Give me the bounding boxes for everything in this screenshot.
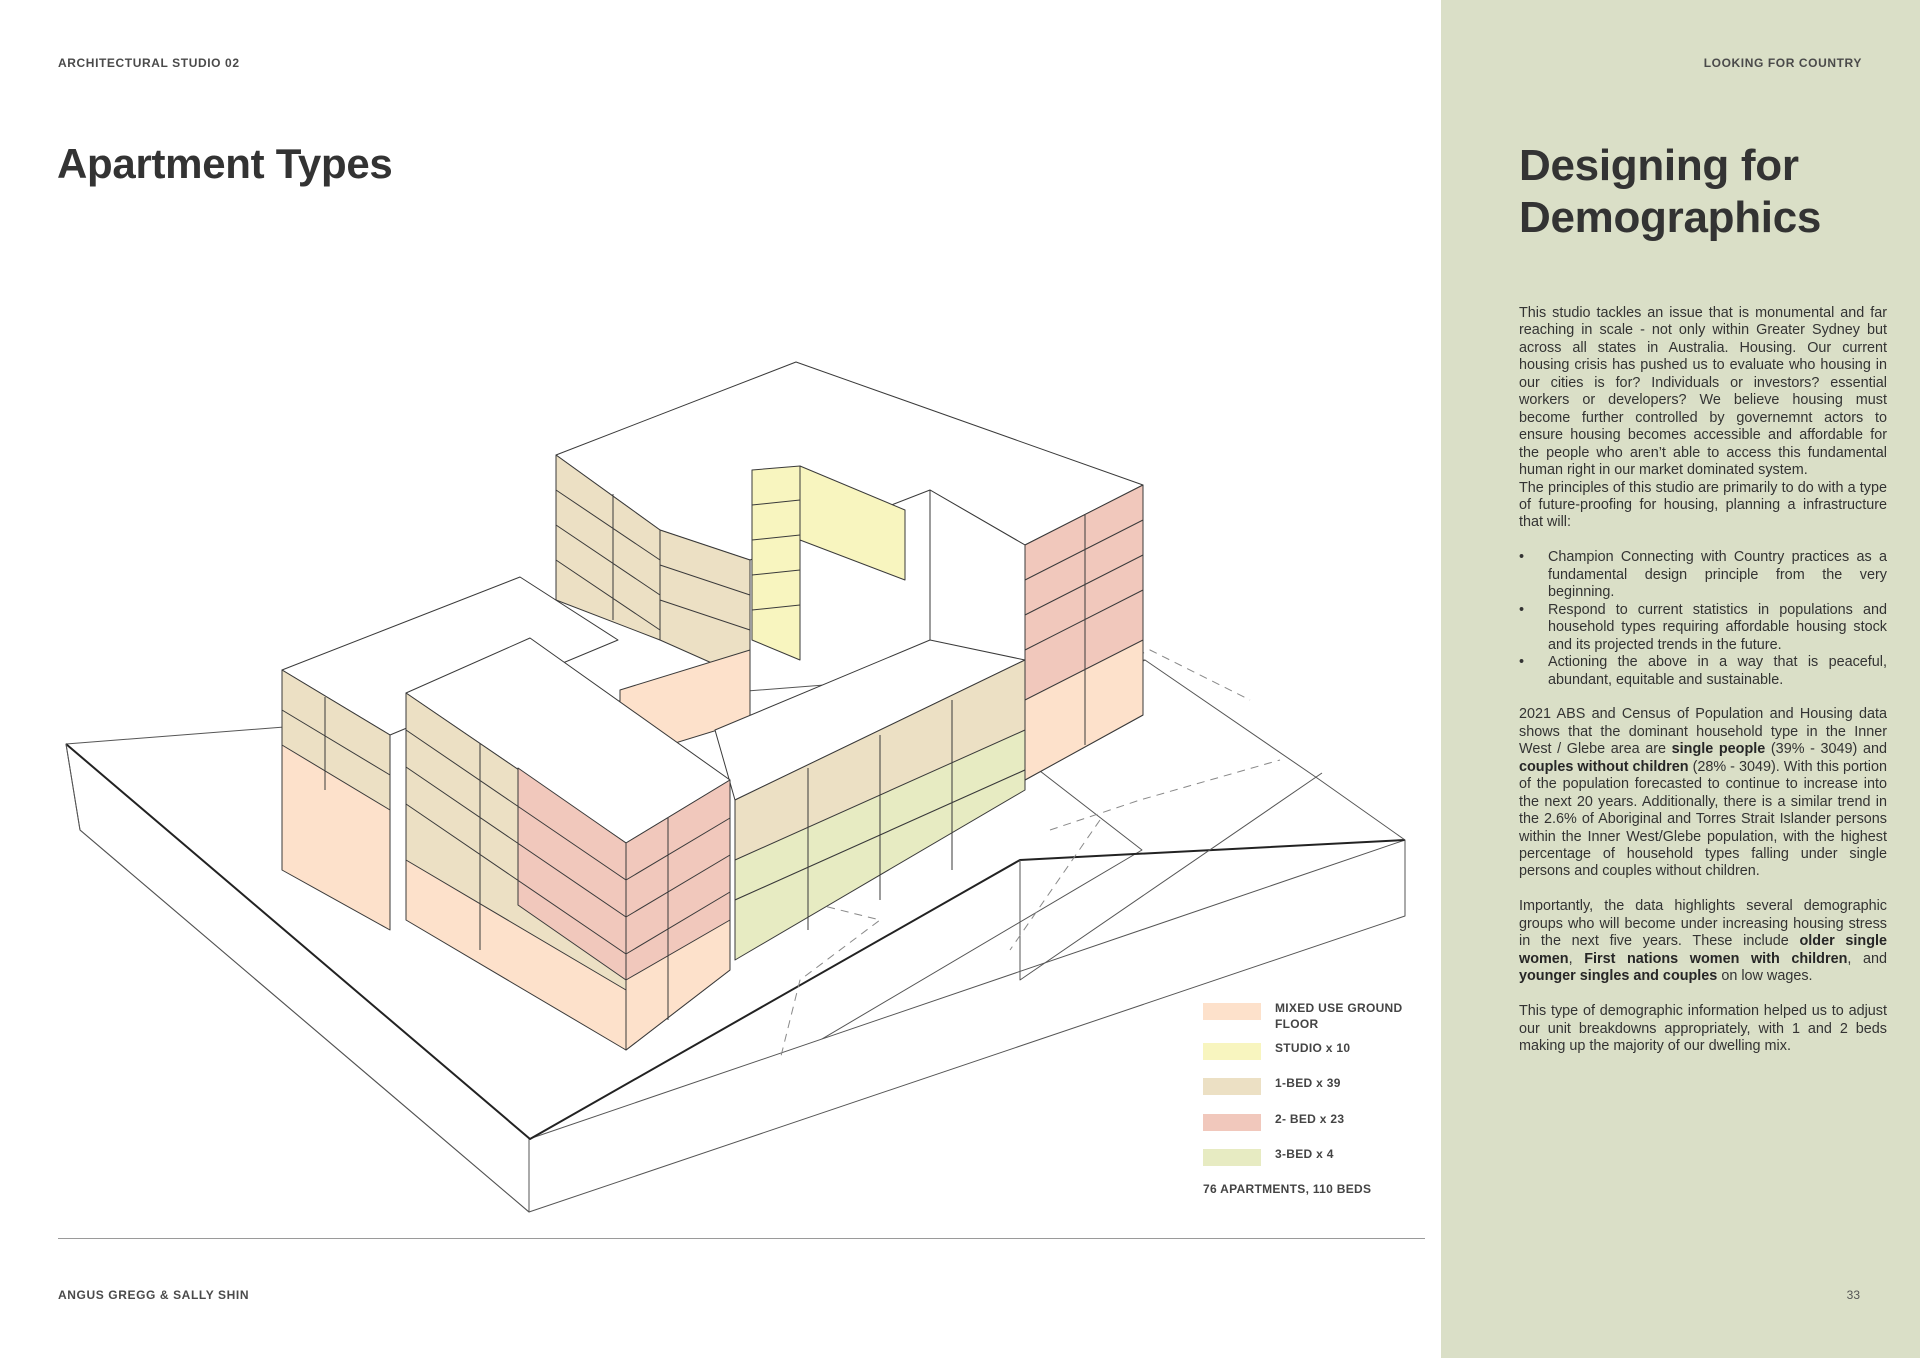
legend-label: STUDIO x 10 <box>1275 1041 1351 1055</box>
principles-list <box>1519 549 1887 689</box>
paragraph-intro: This studio tackles an issue that is monumental and far reaching in scale - not only within Greater Sydney but across all states in Australia. Housing. Our current housing crisis has pushed us to evaluate who housing in our cities is for? Individuals or investors? essential workers or developers? We believe housing must become further controlled by governemnt actors to ensure housing becomes accessible and affordable for the people who aren’t able to access this fundamental human right in our market dominated system. <box>1519 305 1887 479</box>
list-item: • Actioning the above in a way that is peaceful, abundant, equitable and sustainable. <box>1519 654 1887 689</box>
header-project: LOOKING FOR COUNTRY <box>1703 56 1862 70</box>
paragraph-conclusion: This type of demographic information helped us to adjust our unit breakdowns appropriately, with 1 and 2 beds making up the majority of our dwelling mix. <box>1519 1003 1887 1054</box>
side-title <box>1519 140 1821 244</box>
legend-swatch-2-bed <box>1203 1114 1261 1131</box>
side-title-line-1: Designing for <box>1519 141 1799 190</box>
side-title-line-2: Demographics <box>1519 193 1822 242</box>
list-item: • Champion Connecting with Country practices as a fundamental design principle from the very beginning. <box>1519 549 1887 601</box>
header-studio: ARCHITECTURAL STUDIO 02 <box>58 56 240 70</box>
paragraph-census: 2021 ABS and Census of Population and Housing data shows that the dominant household type in the Inner West / Glebe area are single people (39% - 3049) and couples without children (28% - 3049). With this portion of the population forecasted to continue to increase into the next 20 years. Additionally, there is a similar trend in the 2.6% of Aboriginal and Torres Strait Islander persons within the Inner West/Glebe population, with the highest percentage of household types falling under single persons and couples without children. <box>1519 706 1888 880</box>
legend-swatch-studio <box>1203 1043 1261 1060</box>
legend-label: 3-BED x 4 <box>1275 1147 1334 1161</box>
legend-swatch-3-bed <box>1203 1149 1261 1166</box>
paragraph-principles: The principles of this studio are primarily to do with a type of future-proofing for housing, planning a infrastructure that will: <box>1519 479 1887 531</box>
legend-total: 76 APARTMENTS, 110 BEDS <box>1203 1182 1372 1196</box>
page-number: 33 <box>1846 1288 1860 1302</box>
page-title: Apartment Types <box>57 140 393 187</box>
legend-label: 1-BED x 39 <box>1275 1076 1341 1090</box>
legend-label: 2- BED x 23 <box>1275 1112 1345 1126</box>
legend-label: MIXED USE GROUND FLOOR <box>1275 1001 1403 1031</box>
legend-swatch-1-bed <box>1203 1078 1261 1095</box>
paragraph-groups: Importantly, the data highlights several demographic groups who will become under increasing housing stress in the next five years. These include older single women, First nations women with children, and younger singles and couples on low wages. <box>1519 898 1888 985</box>
footer-authors: ANGUS GREGG & SALLY SHIN <box>58 1288 250 1302</box>
list-item: • Respond to current statistics in populations and household types requiring affordable housing stock and its projected trends in the future. <box>1519 602 1887 654</box>
footer-rule <box>58 1238 1425 1239</box>
body-text <box>1519 305 1887 1055</box>
legend-swatch-mixed-use <box>1203 1003 1261 1020</box>
